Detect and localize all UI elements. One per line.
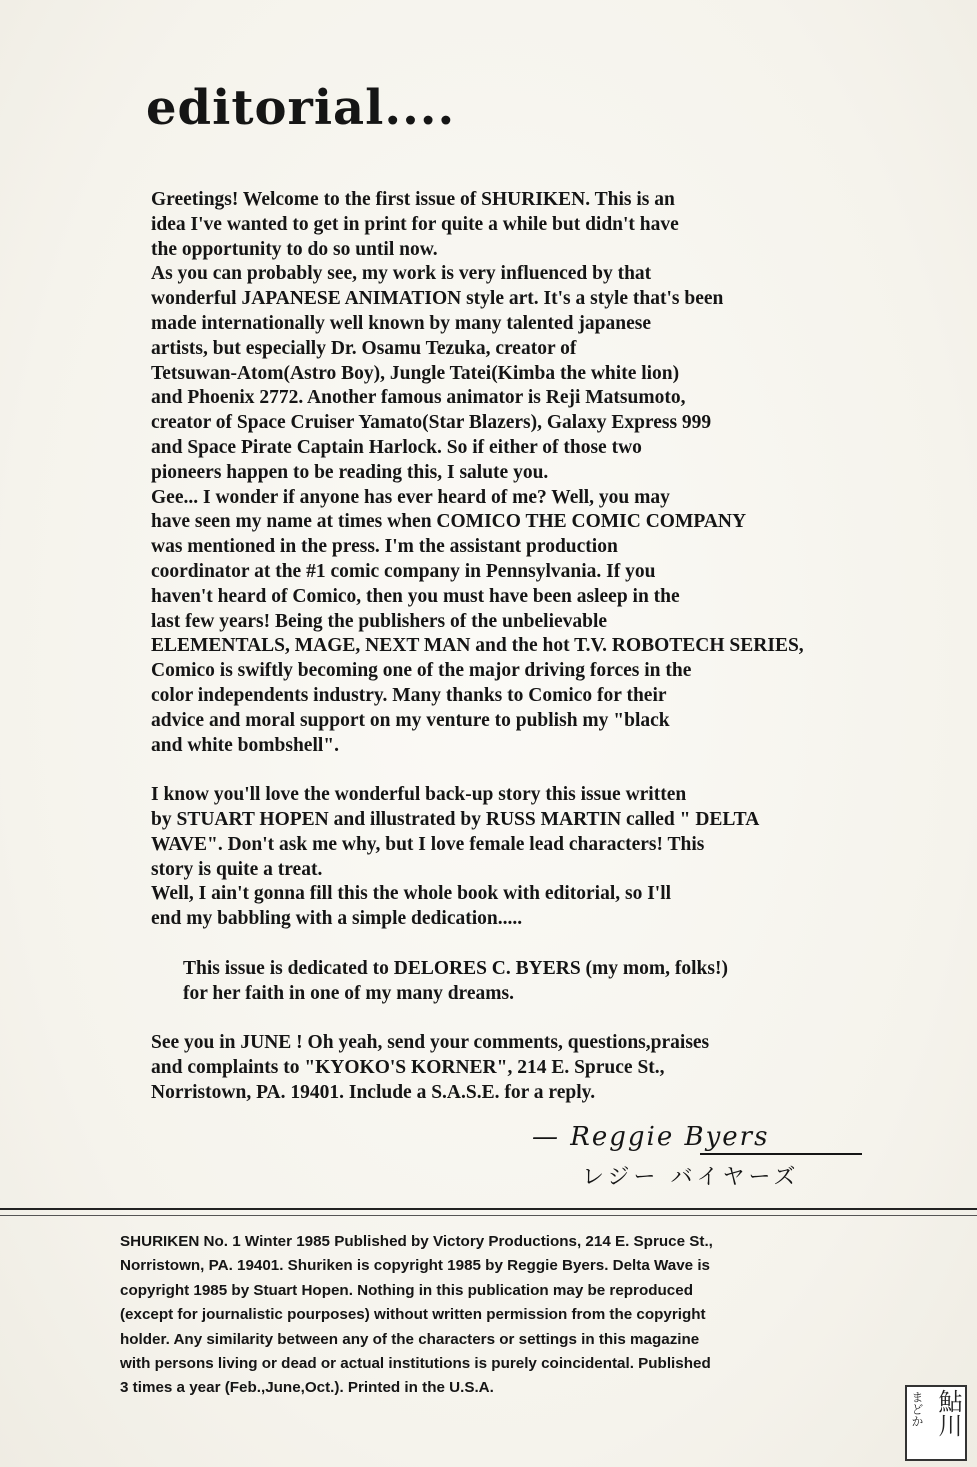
closing-line: Norristown, PA. 19401. Include a S.A.S.E. for a reply. [151,1081,596,1103]
body-line: have seen my name at times when COMICO THE COMIC COMPANY [151,511,747,533]
body-line: As you can probably see, my work is very influenced by that [151,263,652,285]
signature-script: — Reggie Byers [532,1122,770,1152]
body-line: Comico is swiftly becoming one of the major driving forces in the [151,660,692,682]
body-line: and white bombshell". [151,734,339,756]
closing-line: See you in JUNE ! Oh yeah, send your comments, questions,praises [151,1032,710,1054]
body-line: advice and moral support on my venture to publish my "black [151,709,670,731]
body-line: Well, I ain't gonna fill this the whole book with editorial, so I'll [151,883,672,905]
body-line: creator of Space Cruiser Yamato(Star Blazers), Galaxy Express 999 [151,412,712,434]
body-line: end my babbling with a simple dedication..... [151,908,523,930]
dedication-line: This issue is dedicated to DELORES C. BYERS (my mom, folks!) [183,957,728,979]
body-line: and Phoenix 2772. Another famous animator is Reji Matsumoto, [151,387,686,409]
body-line: the opportunity to do so until now. [151,238,438,260]
stamp-main-text: 鮎川 [934,1389,962,1437]
footer-line: copyright 1985 by Stuart Hopen. Nothing in this publication may be reproduced [120,1281,693,1299]
footer-divider-thin [0,1215,977,1216]
dedication [151,957,841,1007]
body-line: story is quite a treat. [151,858,323,880]
editorial-heading: editorial.... [146,80,456,136]
body-line: pioneers happen to be reading this, I salute you. [151,461,549,483]
signature-underline [700,1153,862,1155]
body-line: I know you'll love the wonderful back-up story this issue written [151,784,687,806]
body-line: artists, but especially Dr. Osamu Tezuka, creator of [151,337,577,359]
signature [532,1122,862,1194]
body-line: by STUART HOPEN and illustrated by RUSS MARTIN called " DELTA [151,808,760,830]
body-line: color independents industry. Many thanks to Comico for their [151,684,667,706]
body-line: Gee... I wonder if anyone has ever heard of me? Well, you may [151,486,670,508]
closing-line: and complaints to "KYOKO'S KORNER", 214 E. Spruce St., [151,1056,665,1078]
body-line: WAVE". Don't ask me why, but I love female lead characters! This [151,833,705,855]
body-line: wonderful JAPANESE ANIMATION style art. It's a style that's been [151,288,724,310]
dedication-line: for her faith in one of my many dreams. [183,982,514,1004]
footer-line: (except for journalistic pourposes) without written permission from the copyright [120,1306,706,1324]
stamp-sub-text: まどか [910,1391,924,1427]
body-line: coordinator at the #1 comic company in Pennsylvania. If you [151,560,656,582]
body-line: haven't heard of Comico, then you must have been asleep in the [151,585,680,607]
body-line: made internationally well known by many talented japanese [151,312,651,334]
body-line: last few years! Being the publishers of the unbelievable [151,610,608,632]
editorial-body [151,188,841,1105]
footer-line: 3 times a year (Feb.,June,Oct.). Printed in the U.S.A. [120,1379,494,1397]
scanner-stamp [905,1385,967,1461]
indicia-footer [120,1230,870,1401]
body-line: was mentioned in the press. I'm the assistant production [151,536,618,558]
footer-line: holder. Any similarity between any of the characters or settings in this magazine [120,1330,700,1348]
body-line: ELEMENTALS, MAGE, NEXT MAN and the hot T.V. ROBOTECH SERIES, [151,635,804,657]
body-line: Greetings! Welcome to the first issue of SHURIKEN. This is an [151,189,675,210]
body-line: Tetsuwan-Atom(Astro Boy), Jungle Tatei(Kimba the white lion) [151,362,680,384]
signature-kana: レジー バイヤーズ [582,1165,800,1190]
footer-line: with persons living or dead or actual institutions is purely coincidental. Published [120,1355,711,1373]
footer-line: SHURIKEN No. 1 Winter 1985 Published by Victory Productions, 214 E. Spruce St., [120,1233,713,1250]
body-line: idea I've wanted to get in print for quite a while but didn't have [151,213,679,235]
footer-line: Norristown, PA. 19401. Shuriken is copyright 1985 by Reggie Byers. Delta Wave is [120,1257,710,1275]
body-line: and Space Pirate Captain Harlock. So if either of those two [151,436,642,458]
footer-divider [0,1208,977,1210]
